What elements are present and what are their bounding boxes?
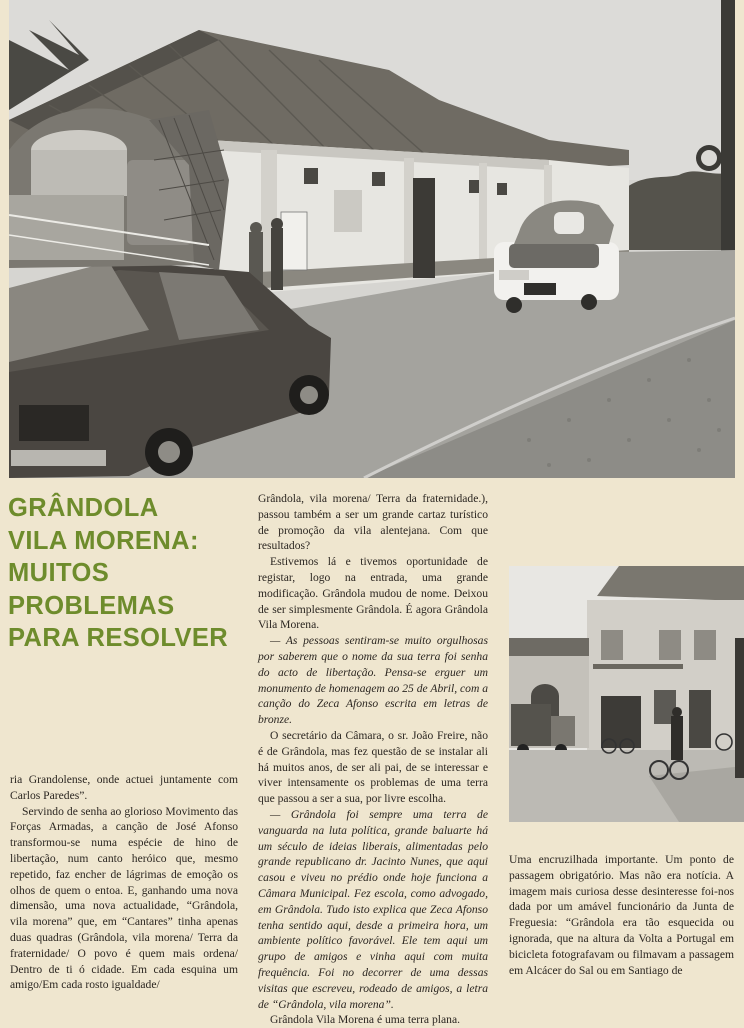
quote-text: — Grândola foi sempre uma terra de vanguarda na luta política, grande baluarte há um século de ideias liberais, alimentadas pelo grande republicano dr. Jacinto Nunes, que aqui casou e viveu no prédio onde hoje funciona a Câmara Municipal. Fez escola, como advogado, em Grândola. Tudo isto explica que Zeca Afonso tenha sentido aqui, desde a primeira hora, um ambiente político favorável. Ele tem aqui um grupo de amigos e vinha aqui com muita frequência. Foi no decorrer de uma dessas visitas que escreveu, rodeado de amigos, a letra de “Grândola, vila morena”.: [258, 807, 488, 1011]
photo-street-with-loaded-cars: [9, 0, 735, 478]
paragraph: Servindo de senha ao glorioso Movimento das Forças Armadas, a canção de José Afonso transformou-se numa espécie de hino de libertação, num canto heróico que, mesmo repetido, faz encher de lágrimas de emoção os olhos de quem o entoa. E, ganhando uma nova dimensão, uma nova actualidade, “Grândola, vila morena” que, em “Cantares” tinha apenas duas quadras (Grândola, vila morena/ Terra da fraternidade/ O povo é quem mais ordena/ Dentro de ti ó cidade. Em cada esquina um amigo/Em cada rosto igualdade/: [10, 804, 238, 992]
paragraph: ria Grandolense, onde actuei juntamente com Carlos Paredes”.: [10, 773, 238, 802]
headline-line-2: VILA MORENA:: [8, 526, 199, 555]
headline-line-4: PROBLEMAS: [8, 591, 175, 620]
text-column-middle: [258, 491, 488, 1028]
paragraph: Estivemos lá e tivemos oportunidade de registar, logo na entrada, uma grande modificação. Grândola mudou de nome. Deixou de ser simplesmente Grândola. É agora Grândola Vila Morena.: [258, 555, 488, 632]
paragraph: O secretário da Câmara, o sr. João Freire, não é de Grândola, mas fez questão de se instalar ali há muitos anos, de ser ali pai, de se interessar e viver intensamente os problemas de uma terra que passou a ser a sua, por livre escolha.: [258, 728, 488, 806]
photo-town-square: [509, 566, 744, 822]
headline-line-5: PARA RESOLVER: [8, 624, 229, 652]
headline-line-1: GRÂNDOLA: [8, 494, 159, 522]
text-column-right: [509, 852, 734, 978]
paragraph: Grândola, vila morena/ Terra da fraternidade.), passou também a ser um grande cartaz turístico de promoção da vila alentejana. Com que resultados?: [258, 492, 488, 553]
paragraph: Uma encruzilhada importante. Um ponto de passagem obrigatório. Mas não era notícia. A imagem mais curiosa desse desinteresse foi-nos dada por um amável funcionário da Junta de Freguesia: “Grândola era tão esquecida ou ignorada, que na altura da Volta a Portugal em bicicleta fotografavam ou filmavam a passagem em Alcácer do Sal ou em Santiago de: [509, 853, 734, 977]
headline-line-3: MUITOS: [8, 559, 110, 587]
quote-paragraph: [258, 807, 488, 1012]
paragraph: Grândola Vila Morena é uma terra plana.: [270, 1013, 460, 1027]
quote-paragraph: [258, 633, 488, 728]
article-headline: [8, 492, 243, 655]
quote-text: — As pessoas sentiram-se muito orgulhosas por saberem que o nome da sua terra foi senha do acto de libertação. Pensa-se erguer um monumento de homenagem ao 25 de Abril, com a canção do Zeca Afonso escrita em letras de bronze.: [258, 634, 489, 727]
text-column-left: [10, 772, 238, 993]
